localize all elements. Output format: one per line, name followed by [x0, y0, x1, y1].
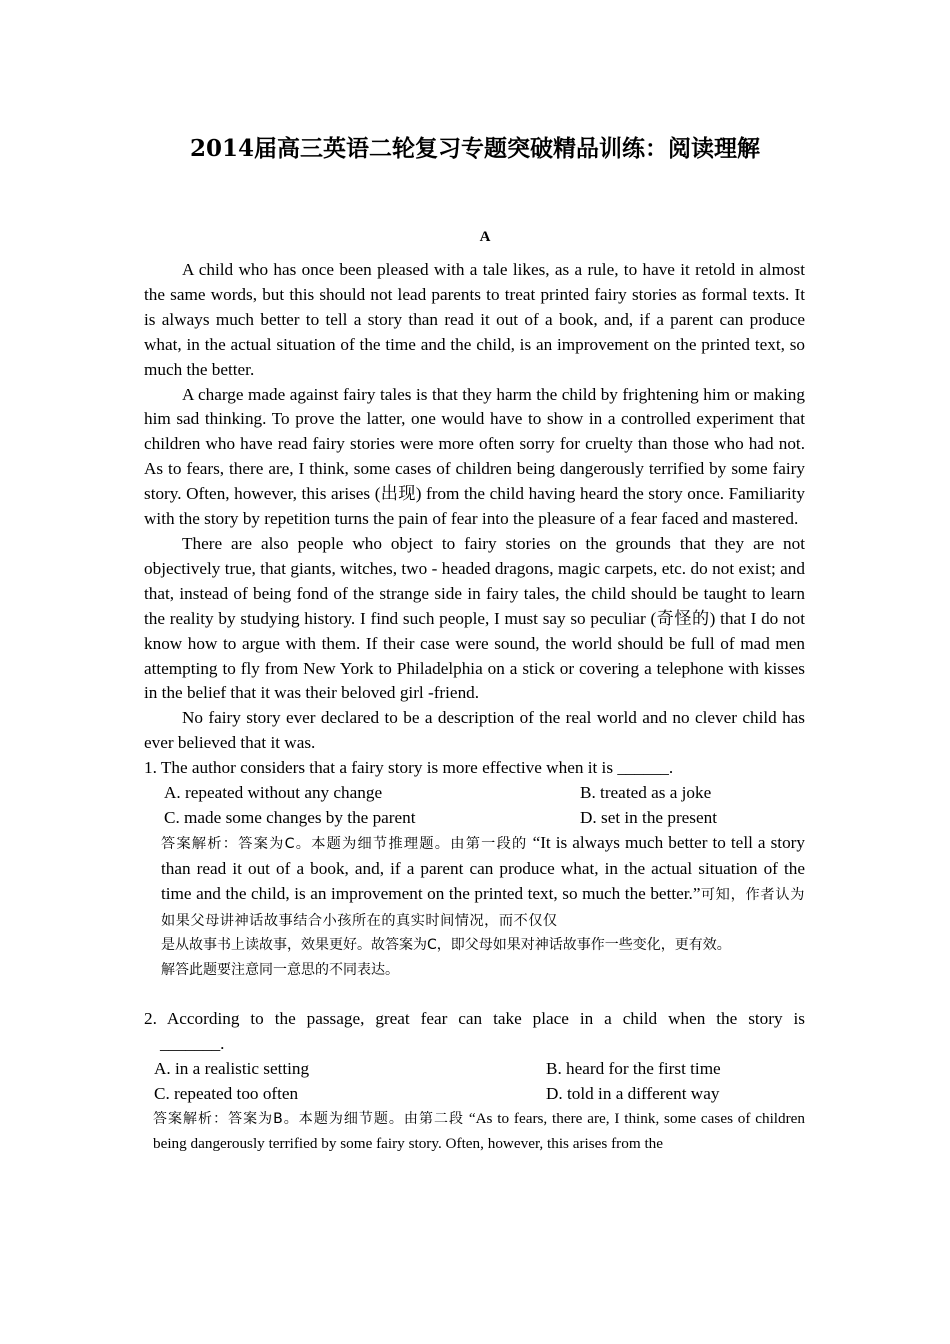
section-label: A — [479, 229, 491, 245]
question-2-option-d: D. told in a different way — [546, 1084, 720, 1103]
question-1-option-d: D. set in the present — [580, 807, 717, 827]
question-1 — [144, 756, 805, 983]
question-1-option-c: C. made some changes by the parent — [164, 807, 416, 827]
question-2-option-a: A. in a realistic setting — [154, 1059, 310, 1079]
question-1-text: 1. The author considers that a fairy story is more effective when it is ______. — [144, 758, 674, 778]
question-1-option-b: B. treated as a joke — [580, 783, 712, 803]
question-1-answer-prefix: 答案解析：答案为C。本题为细节推理题。由第一段的 — [161, 835, 528, 852]
question-2 — [144, 1007, 805, 1156]
question-1-answer — [144, 831, 805, 983]
question-1-answer-explanation-3: 解答此题要注意同一意思的不同表达。 — [161, 962, 399, 979]
question-2-answer-quote: “As to fears, there are, I think, some cases of children being dangerously terrified by some fairy story. Often, however, this arises from the — [153, 1109, 806, 1152]
question-1-options — [144, 781, 805, 831]
question-2-answer — [144, 1107, 805, 1157]
question-1-answer-explanation-2: 是从故事书上读故事，效果更好。故答案为C，即父母如果对神话故事作一些变化，更有效。 — [161, 937, 731, 954]
question-1-answer-quote: “It is always much better to tell a story than read it out of a book, and, if a parent can produce what, in the actual situation of the time and the child, is an improvement on the printed text, so much the better.” — [161, 832, 805, 903]
document-title: 2014届高三英语二轮复习专题突破精品训练：阅读理解 — [189, 135, 760, 162]
passage-paragraph-1: A child who has once been pleased with a tale likes, as a rule, to have it retold in almost the same words, but this should not lead parents to treat printed fairy stories as formal texts. It is always much better to tell a story than read it out of a book, and, if a parent can produce what, in the actual situation of the time and the child, is an improvement on the printed text, so much the better. — [144, 260, 805, 379]
passage-body — [144, 258, 805, 1157]
passage-paragraph-3: There are also people who object to fairy stories on the grounds that they are not objectively true, that giants, witches, two - headed dragons, magic carpets, etc. do not exist; and that, instead of being fond of the strange side in fairy tales, the child should be taught to learn the reality by studying history. I find such people, I must say so peculiar (奇怪的) that I do not know how to argue with them. If their case were sound, the world should be full of mad men attempting to fly from New York to Philadelphia on a stick or covering a telephone with kisses in the belief that it was their beloved girl -friend. — [144, 533, 805, 703]
question-1-answer-explanation-1: 可知，作者认为如果父母讲神话故事结合小孩所在的真实时间情况，而不仅仅 — [161, 886, 805, 929]
question-2-options — [144, 1057, 805, 1107]
passage-paragraph-2: A charge made against fairy tales is that they harm the child by frightening him or making him sad thinking. To prove the latter, one would have to show in a controlled experiment that children who have read fairy stories were more often sorry for cruelty than those who had not. As to fears, there are, I think, some cases of children being dangerously terrified by some fairy story. Often, however, this arises (出现) from the child having heard the story once. Familiarity with the story by repetition turns the pain of fear into the pleasure of a fear faced and mastered. — [144, 384, 805, 529]
question-2-answer-prefix: 答案解析：答案为B。本题为细节题。由第二段 — [153, 1110, 465, 1127]
question-2-option-b: B. heard for the first time — [546, 1059, 721, 1079]
question-2-option-c: C. repeated too often — [154, 1084, 299, 1103]
question-2-text: 2. According to the passage, great fear can take place in a child when the story is — [144, 1009, 805, 1029]
passage-paragraph-4: No fairy story ever declared to be a description of the real world and no clever child has ever believed that it was. — [144, 708, 805, 753]
question-2-blank: _______. — [160, 1034, 225, 1054]
question-1-option-a: A. repeated without any change — [164, 783, 383, 803]
